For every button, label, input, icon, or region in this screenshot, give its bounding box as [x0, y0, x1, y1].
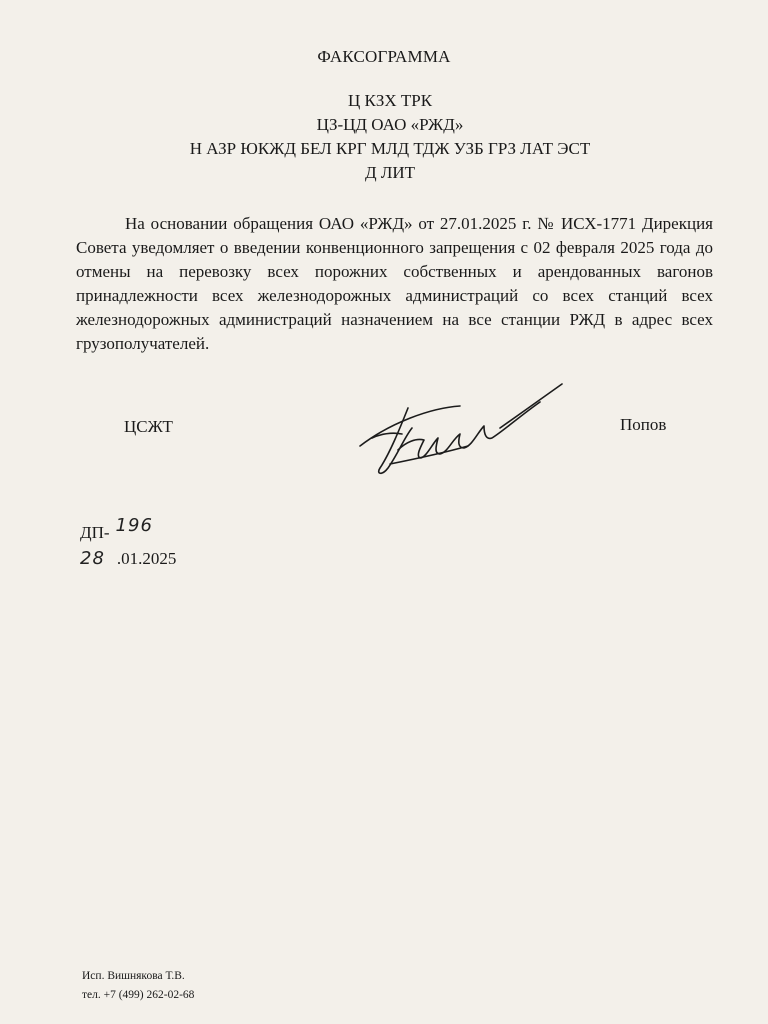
addressee-line: ЦЗ-ЦД ОАО «РЖД» [316, 115, 464, 134]
addressee-line: Н АЗР ЮКЖД БЕЛ КРГ МЛД ТДЖ УЗБ ГРЗ ЛАТ ЭСТ [189, 139, 591, 158]
registration-number-prefix: ДП- [80, 523, 110, 542]
addressee-list [0, 89, 768, 185]
executor-name: Исп. Вишнякова Т.В. [82, 970, 185, 982]
handwritten-signature [350, 368, 570, 488]
document-title: ФАКСОГРАММА [317, 47, 451, 66]
registration-number-handwritten: 196 [115, 515, 153, 536]
signatory-organization: ЦСЖТ [124, 417, 173, 436]
body-paragraph: На основании обращения ОАО «РЖД» от 27.01.2025 г. № ИСХ-1771 Дирекция Совета уведомляет о введении конвенционного запрещения с 02 февраля 2025 года до отмены на перевозку всех порожних собственных и арендованных вагонов принадлежности всех железнодорожных администраций со всех станций всех железнодорожных администраций назначением на все станции РЖД в адрес всех грузополучателей. [76, 214, 713, 353]
registration-date [80, 548, 176, 569]
registration-date-day: 28 [80, 548, 105, 569]
executor-phone: тел. +7 (499) 262-02-68 [82, 989, 195, 1001]
registration-date-rest: .01.2025 [116, 549, 177, 568]
signer-name: Попов [620, 415, 667, 434]
addressee-line: Ц КЗХ ТРК [347, 91, 433, 110]
document-body [76, 212, 713, 356]
addressee-line: Д ЛИТ [364, 163, 416, 182]
executor-info [82, 967, 194, 1005]
registration-number [80, 515, 153, 543]
